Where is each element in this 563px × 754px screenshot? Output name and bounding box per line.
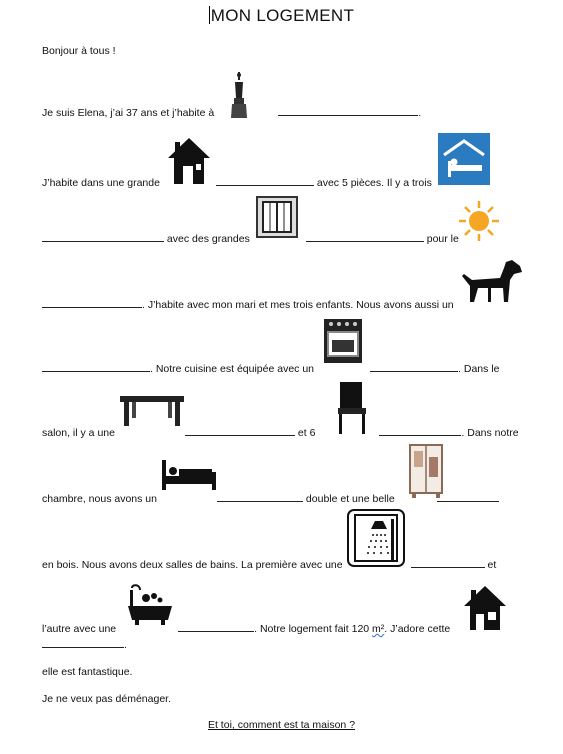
blank-sun[interactable] bbox=[42, 298, 142, 308]
blank-windows[interactable] bbox=[306, 232, 424, 242]
blank-bathtub[interactable] bbox=[178, 622, 254, 632]
blank-wardrobe[interactable] bbox=[437, 492, 499, 502]
blank-shower[interactable] bbox=[411, 558, 485, 568]
oven-icon bbox=[323, 318, 363, 364]
blank-table[interactable] bbox=[185, 426, 295, 436]
blank-house[interactable] bbox=[216, 176, 314, 186]
blank-city[interactable] bbox=[278, 106, 418, 116]
text-line-10: l’autre avec une . Notre logement fait 120 m². J’adore cette bbox=[42, 623, 451, 635]
blank-rooms[interactable] bbox=[42, 232, 164, 242]
text-line-5: . J’habite avec mon mari et mes trois enfants. Nous avons aussi un bbox=[42, 298, 454, 311]
blank-house-2[interactable] bbox=[42, 638, 124, 648]
bathtub-icon bbox=[126, 582, 174, 626]
page-title: MON LOGEMENT bbox=[210, 6, 355, 25]
statue-of-liberty-icon bbox=[228, 72, 250, 118]
closing-question: Et toi, comment est ta maison ? bbox=[207, 719, 356, 731]
bedroom-sign-icon bbox=[438, 133, 490, 185]
sun-icon bbox=[458, 200, 500, 242]
wardrobe-icon bbox=[406, 443, 446, 499]
text-line-9: en bois. Nous avons deux salles de bains. La première avec une et bbox=[42, 559, 497, 571]
house-icon bbox=[462, 584, 508, 632]
blank-bed[interactable] bbox=[217, 492, 303, 502]
text-line-12: elle est fantastique. bbox=[42, 666, 133, 678]
text-line-7: salon, il y a une et 6 . Dans notre bbox=[42, 427, 519, 439]
text-line-2: Je suis Elena, j’ai 37 ans et j’habite à . bbox=[42, 107, 422, 119]
text-line-13: Je ne veux pas déménager. bbox=[42, 693, 172, 705]
text-line-4: avec des grandes pour le bbox=[42, 232, 459, 245]
table-icon bbox=[120, 396, 184, 426]
text-line-8: chambre, nous avons un double et une belle bbox=[42, 492, 499, 505]
text-line-11: . bbox=[42, 638, 127, 651]
blank-oven[interactable] bbox=[370, 362, 458, 372]
blank-chairs[interactable] bbox=[379, 426, 461, 436]
text-line-6: . Notre cuisine est équipée avec un . Dans le bbox=[42, 362, 499, 375]
text-line-1: Bonjour à tous ! bbox=[42, 45, 116, 57]
blank-dog[interactable] bbox=[42, 362, 150, 372]
bed-icon bbox=[162, 460, 216, 490]
dog-icon bbox=[458, 258, 524, 306]
text-line-3: J’habite dans une grande avec 5 pièces. Il y a trois bbox=[42, 177, 432, 189]
